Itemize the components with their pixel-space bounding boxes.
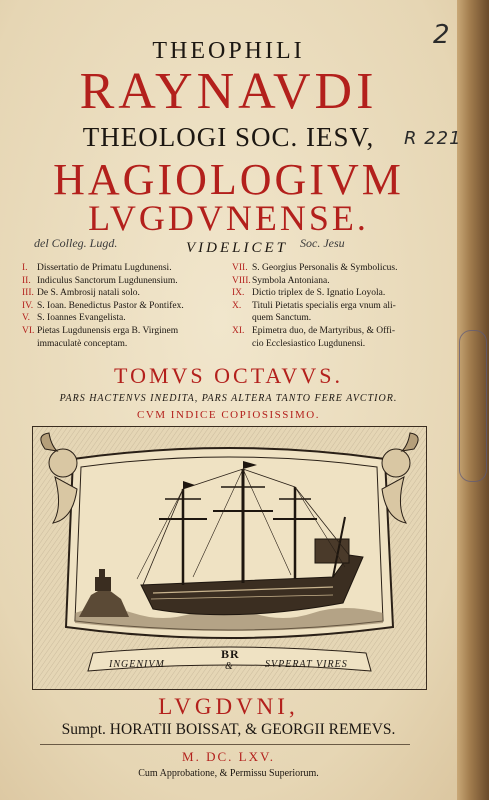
book-title-second-line: LVGDVNENSE. (88, 198, 369, 238)
handwritten-signature-right: Soc. Jesu (300, 236, 345, 250)
list-item: IX. Dictio triplex de S. Ignatio Loyola. (232, 288, 386, 299)
list-item: V. S. Ioannes Evangelista. (22, 313, 126, 324)
list-item: II. Indiculus Sanctorum Lugdunensium. (22, 275, 178, 286)
motto-left: INGENIVM (109, 659, 165, 670)
list-item: X. Tituli Pietatis specialis erga vnum ali- (232, 300, 396, 311)
list-item: cio Ecclesiastico Lugdunensi. (252, 338, 366, 349)
motto-right: SVPERAT VIRES (265, 659, 348, 670)
volume-heading: TOMVS OCTAVVS. (114, 363, 343, 388)
book-binding-edge (457, 0, 489, 800)
videlicet-heading: VIDELICET (186, 240, 288, 256)
list-item: VIII. Symbola Antoniana. (232, 275, 330, 286)
imprint-rule (40, 744, 410, 745)
imprint-publisher: Sumpt. HORATII BOISSAT, & GEORGII REMEVS. (61, 721, 396, 738)
edition-note: PARS HACTENVS INEDITA, PARS ALTERA TANTO FERE AVCTIOR. (59, 393, 398, 404)
imprint-date: M. DC. LXV. (182, 749, 275, 764)
list-item: quem Sanctum. (252, 313, 312, 324)
contents-left-column (22, 262, 184, 350)
handwritten-signature-left: del Colleg. Lugd. (34, 236, 118, 250)
list-item: immaculatè conceptam. (37, 338, 128, 349)
book-title: HAGIOLOGIVM (53, 155, 404, 204)
list-item: VI. Pietas Lugdunensis erga B. Virginem (22, 325, 179, 336)
list-item: VII. S. Georgius Personalis & Symbolicus. (232, 263, 398, 273)
contents-right-column (232, 262, 398, 350)
author-affiliation: THEOLOGI SOC. IESV, (82, 122, 375, 152)
imprint-approbation: Cum Approbatione, & Permissu Superiorum. (138, 768, 319, 779)
author-first-name: THEOPHILI (152, 38, 305, 64)
motto-ampersand: & (225, 661, 234, 672)
list-item: IV. S. Ioan. Benedictus Pastor & Pontifex. (22, 300, 184, 311)
ship-engraving (32, 426, 427, 690)
list-item: I. Dissertatio de Primatu Lugdunensi. (22, 263, 172, 273)
author-last-name: RAYNAVDI (79, 63, 378, 120)
handwritten-number: 2 (433, 20, 450, 50)
list-item: III. De S. Ambrosij natali solo. (22, 288, 140, 299)
imprint-city: LVGDVNI, (158, 694, 299, 719)
engraving-monogram: BR (221, 647, 240, 661)
library-stamp (459, 330, 487, 482)
list-item: XI. Epimetra duo, de Martyribus, & Offi- (232, 325, 396, 336)
handwritten-shelfmark: R 221 (404, 128, 462, 149)
index-note: CVM INDICE COPIOSISSIMO. (137, 409, 320, 421)
